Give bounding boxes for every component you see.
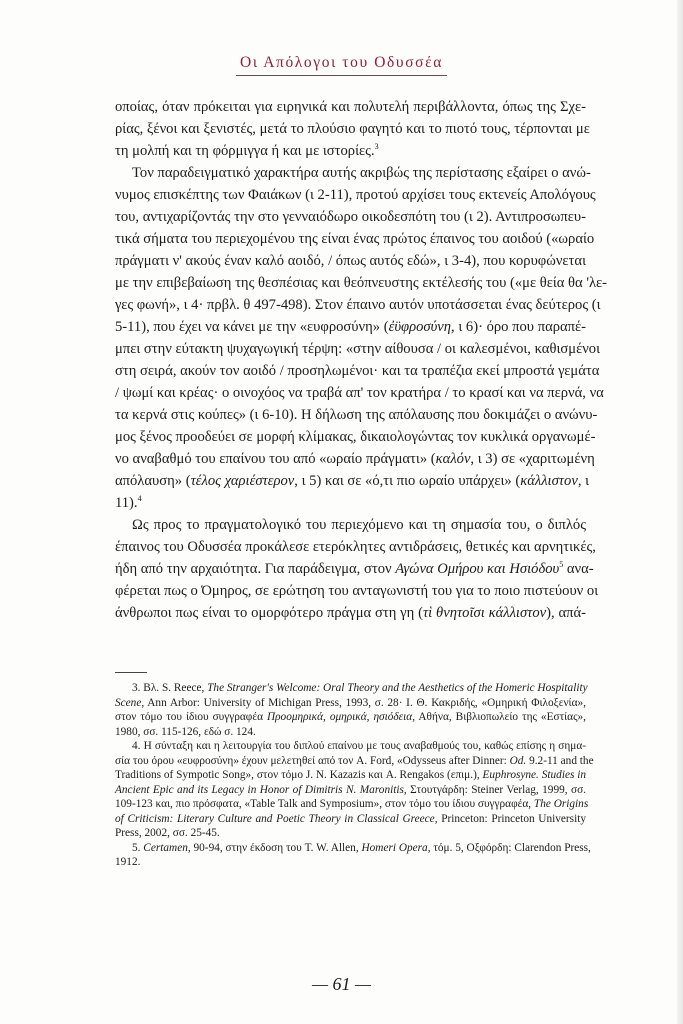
text-segment: άνθρωποι πως είναι το ομορφότερο πράγμα στη γη ( (115, 605, 423, 621)
text-segment: 109-123 και, πιο πρόσφατα, «Table Talk and Symposium», στον τόμο του ίδιου συγγραφέα, (115, 798, 534, 810)
scan-edge (677, 0, 683, 1024)
footnote-line (115, 783, 586, 798)
text-segment: ανα- (563, 561, 594, 577)
body-line (115, 140, 586, 162)
text-segment: έπαινος του Οδυσσέα προκάλεσε ετερόκλητες αντιδράσεις, θετικές και αρνητικές, (115, 539, 596, 555)
body-line (115, 184, 596, 206)
body-line (115, 338, 601, 360)
italic-text: ἐϋφροσύνη (388, 319, 451, 335)
text-segment: Traditions of Sympotic Song», στον τόμο J. N. Kazazis και A. Rengakos (επιμ.), (115, 769, 483, 781)
text-segment: , ι 5) και σε «ό,τι πιο ωραίο υπάρχει» ( (294, 473, 521, 489)
body-line (115, 316, 586, 338)
italic-text: τὶ θνητοῖσι κάλλιστον (422, 605, 547, 621)
italic-text: τέλος χαριέστερον (190, 473, 295, 489)
body-line (115, 294, 601, 316)
footnote-line (115, 739, 586, 754)
body-line (115, 492, 586, 514)
text-segment: οποίας, όταν πρόκειται για ειρηνικά και πολυτελή περιβάλλοντα, όπως της Σχε- (115, 99, 586, 115)
text-segment: με την επιβεβαίωση της θεσπέσιας και θεόπνευστης εκτέλεσής του («με θεία θα 'λε- (115, 275, 608, 291)
body-line (115, 382, 604, 404)
body-line (115, 118, 590, 140)
footnote-line (115, 768, 586, 783)
footnote-line (115, 841, 591, 856)
text-segment: , τόμ. 5, Οξφόρδη: Clarendon Press, (427, 841, 591, 854)
italic-text: Προομηρικά, ομηρικά, ησιόδεια (266, 711, 413, 723)
text-segment: ), απά- (546, 605, 587, 621)
text-segment: νο αναβαθμό του επαίνου του από «ωραίο πράγματι» ( (115, 451, 436, 467)
footnote-line (115, 797, 589, 812)
page-number: — 61 — (311, 974, 371, 994)
text-segment: νυμος επισκέπτης των Φαιάκων (ι 2-11), προτού αρχίσει τους εκτενείς Απολόγους (115, 187, 596, 203)
footnote-line (115, 710, 586, 725)
text-segment: , Ann Arbor: University of Michigan Press, 1993, σ. 28· Ι. Θ. Κακριδής, «Ομηρική Φιλοξενία», (141, 696, 586, 709)
body-line (115, 360, 600, 382)
text-segment: 3. Βλ. S. Reece, (132, 682, 208, 694)
text-segment: μος ξένος προοδεύει σε μορφή κλίμακας, δικαιολογώντας τον κυκλικά οργανωμέ- (115, 429, 596, 445)
footnote-reference: 4 (137, 494, 142, 503)
text-segment: 9.2-11 and the (526, 754, 594, 767)
footnote-line (115, 826, 586, 841)
body-line (115, 96, 586, 118)
body-line (115, 250, 586, 272)
text-segment: απόλαυση» ( (115, 473, 191, 489)
footnote-line (115, 725, 586, 740)
body-line (115, 448, 595, 470)
body-line (115, 228, 595, 250)
footnote-line (115, 696, 586, 711)
text-segment: 1912. (115, 856, 141, 868)
footnote-line (115, 754, 594, 769)
text-segment: , ι 6)· όρο που παραπέ- (451, 319, 586, 335)
text-segment: γες φωνή», ι 4· πρβλ. θ 497-498). Στον έπαινο αυτόν υποτάσσεται ένας δεύτερος (ι (115, 297, 601, 313)
text-segment: ρίας, ξένοι και ξενιστές, μετά το πλούσιο φαγητό και το πιοτό τους, τέρπονται με (115, 121, 590, 137)
text-segment: τα κερνά στις κούπες» (ι 6-10). Η δήλωση της απόλαυσης που δοκιμάζει ο ανώνυ- (115, 407, 598, 423)
body-line (115, 206, 586, 228)
footnotes (115, 681, 594, 870)
italic-text: Od. (509, 754, 527, 767)
footnote-line (115, 855, 586, 870)
text-segment: φέρεται πως ο Όμηρος, σε ερώτηση του ανταγωνιστή του για το ποιο πιστεύουν οι (115, 583, 599, 599)
body-line (115, 514, 586, 536)
text-segment: 5-11), που έχει να κάνει με την «ευφροσύνη» ( (115, 319, 389, 335)
text-segment: στον τόμο του ίδιου συγγραφέα (115, 711, 267, 723)
italic-text: Scene (115, 696, 142, 709)
footnote-reference: 3 (374, 142, 379, 151)
body-line (115, 602, 586, 624)
body-line (115, 580, 599, 602)
body-line (115, 404, 598, 426)
text-segment: Τον παραδειγματικό χαρακτήρα αυτής ακριβώς της περίστασης εξαίρει ο ανώ- (132, 165, 591, 181)
text-segment: σία του όρου «ευφροσύνη» έχουν μελετηθεί από τον A. Ford, «Odysseus after Dinner: (115, 754, 510, 767)
body-text (115, 96, 608, 624)
body-line (115, 426, 596, 448)
text-segment: του, αντιχαρίζοντάς την στο γενναιόδωρο οικοδεσπότη του (ι 2). Αντιπροσωπευ- (115, 209, 586, 225)
text-segment: τικά σήματα του περιεχομένου της είναι ένας πρώτος έπαινος του αοιδού («ωραίο (115, 231, 595, 247)
italic-text: Certamen (143, 841, 188, 854)
text-segment: 11). (115, 495, 138, 511)
footnote-line (115, 812, 586, 827)
text-segment: Ως προς το πραγματολογικό του περιεχόμενο και τη σημασία του, ο διπλός (132, 517, 586, 533)
body-line (115, 272, 608, 294)
body-line (115, 470, 590, 492)
text-segment: πράγματι ν' ακούς έναν καλό αοιδό, / όπως αυτός εδώ», ι 3-4), που κορυφώνεται (115, 253, 586, 269)
running-head (0, 54, 683, 76)
italic-text: of Criticism: Literary Culture and Poetic Theory in Classical Greece (115, 812, 435, 825)
text-segment: , Princeton: Princeton University (434, 812, 586, 825)
text-segment: , 90-94, στην έκδοση του T. W. Allen, (187, 841, 362, 854)
italic-text: Euphrosyne. Studies in (482, 769, 586, 781)
italic-text: Αγώνα Ομήρου και Ησιόδου (395, 561, 560, 577)
text-segment: , Αθήνα, Βιβλιοπωλείο της «Εστίας», (412, 711, 587, 723)
text-segment: , ι (577, 473, 590, 489)
italic-text: The Stranger's Welcome: Oral Theory and the Aesthetics of the Homeric Hospitality (207, 682, 588, 694)
text-segment: , ι 3) σε «χαριτωμένη (470, 451, 595, 467)
body-line (115, 162, 591, 184)
text-segment: τη μολπή και τη φόρμιγγα ή και με ιστορίες. (115, 143, 375, 159)
body-line (115, 558, 594, 580)
text-segment: 1980, σσ. 115-126, εδώ σ. 124. (115, 725, 256, 738)
text-segment: μπει στην εύτακτη ψυχαγωγική τέρψη: «στην αίθουσα / οι καλεσμένοι, καθισμένοι (115, 341, 601, 357)
text-segment: στη σειρά, ακούν τον αοιδό / προσηλωμένοι· και τα τραπέζια εκεί μπροστά γεμάτα (115, 363, 600, 379)
text-segment: Press, 2002, σσ. 25-45. (115, 827, 220, 839)
text-segment: ήδη από την αρχαιότητα. Για παράδειγμα, στον (115, 561, 396, 577)
italic-text: Ancient Epic and its Legacy in Honor of Dimitris N. Maronitis (115, 783, 404, 796)
italic-text: κάλλιστον (520, 473, 578, 489)
text-segment: / ψωμί και κρέας· ο οινοχόος να τραβά απ' τον κρατήρα / το κρασί και να περνά, να (115, 385, 604, 401)
italic-text: καλόν (435, 451, 471, 467)
text-segment: 5. (132, 841, 144, 854)
text-segment: 4. Η σύνταξη και η λειτουργία του διπλού επαίνου με τους αναβαθμούς του, καθώς επίσης η σημα- (132, 740, 586, 752)
text-segment: , Στουτγάρδη: Steiner Verlag, 1999, σσ. (403, 783, 586, 796)
italic-text: Homeri Opera (361, 841, 428, 854)
footnote-line (115, 681, 586, 696)
footnote-reference: 5 (559, 560, 564, 569)
footnote-separator (115, 672, 147, 673)
body-line (115, 536, 596, 558)
italic-text: The Origins (533, 798, 589, 810)
running-head-title: Οι Απόλογοι του Οδυσσέα (236, 54, 447, 76)
